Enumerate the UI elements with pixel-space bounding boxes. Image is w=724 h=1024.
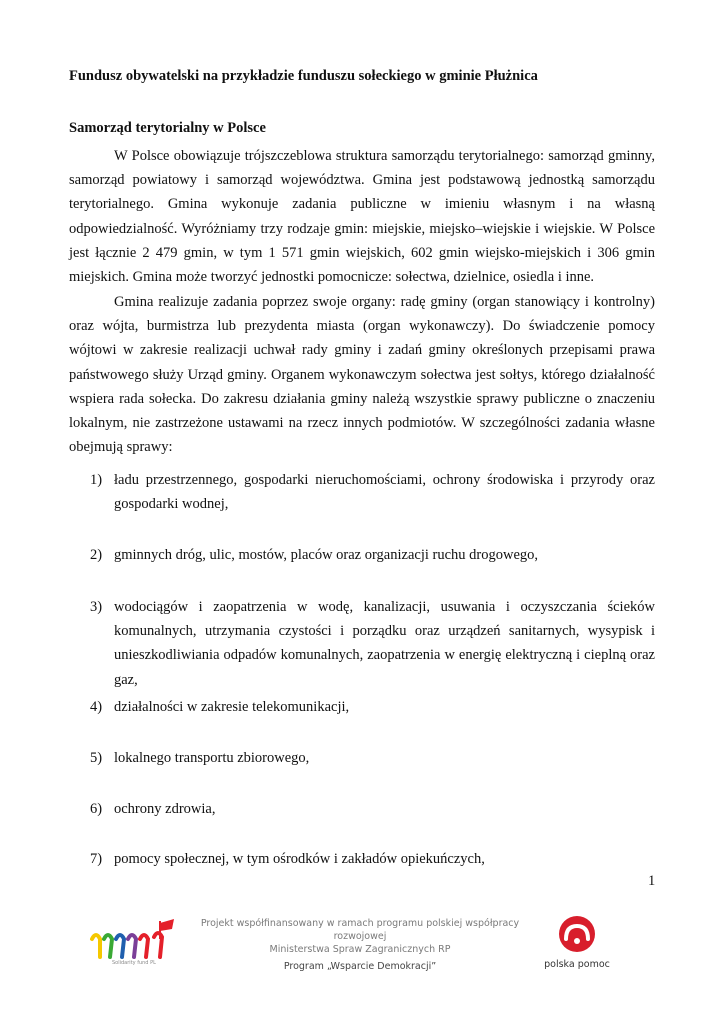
list-item-text: wodociągów i zaopatrzenia w wodę, kanalizacji, usuwania i oczyszczania ścieków komunalnych, utrzymania czystości i porządku oraz urządzeń sanitarnych, wysypisk i unieszkodliwiania odpadów komunalnych, zaopatrzenia w energię elektryczną i cieplną oraz gaz,: [114, 599, 655, 688]
list-item-text: pomocy społecznej, w tym ośrodków i zakładów opiekuńczych,: [114, 851, 485, 867]
list-item-text: gminnych dróg, ulic, mostów, placów oraz organizacji ruchu drogowego,: [114, 547, 539, 563]
document-title: Fundusz obywatelski na przykładzie funduszu sołeckiego w gminie Płużnica: [69, 68, 538, 84]
funding-line-2: Ministerstwa Spraw Zagranicznych RP: [269, 944, 451, 955]
list-item: [69, 695, 655, 719]
polska-pomoc-logo: [543, 915, 611, 970]
funding-statement: [200, 917, 520, 973]
program-name: Program „Wsparcie Demokracji”: [283, 961, 437, 972]
list-item-text: lokalnego transportu zbiorowego,: [114, 750, 310, 766]
list-item: [69, 595, 655, 692]
list-item-text: działalności w zakresie telekomunikacji,: [114, 699, 350, 715]
list-item: [69, 797, 655, 821]
list-item: [69, 468, 655, 516]
list-item-number: 5): [90, 750, 103, 766]
paragraph-2: Gmina realizuje zadania poprzez swoje organy: radę gminy (organ stanowiący i kontrolny) oraz wójta, burmistrza lub prezydenta miasta (organ wykonawczy). Do świadczenie pomocy wójtowi w zakresie realizacji uchwał rady gminy i zadań gminy określonych przepisami prawa państwowego służy Urząd gminy. Organem wykonawczym sołectwa jest sołtys, którego działalność wspiera rada sołecka. Do zakresu działania gminy należą wszystkie sprawy publiczne o znaczeniu lokalnym, nie zastrzeżone ustawami na rzecz innych podmiotów. W szczególności zadania własne obejmują sprawy:: [69, 294, 655, 456]
page-number: 1: [648, 873, 656, 889]
section-heading: Samorząd terytorialny w Polsce: [69, 120, 266, 136]
list-item-number: 3): [90, 599, 103, 615]
list-item: [69, 543, 655, 567]
footer: [0, 905, 724, 1024]
solidarity-fund-caption: Solidarity fund PL: [112, 960, 156, 966]
list-item-number: 6): [90, 801, 103, 817]
list-item-number: 2): [90, 547, 103, 563]
list-item-text: ładu przestrzennego, gospodarki nieruchomościami, ochrony środowiska i przyrody oraz gospodarki wodnej,: [114, 472, 655, 513]
list-item: [69, 847, 655, 871]
polska-pomoc-caption: polska pomoc: [544, 959, 610, 970]
list-item-number: 7): [90, 851, 103, 867]
colorful-stripes-logo-icon: [88, 917, 178, 965]
list-item-text: ochrony zdrowia,: [114, 801, 216, 817]
list-item-number: 1): [90, 472, 103, 488]
paragraph-1: W Polsce obowiązuje trójszczeblowa struktura samorządu terytorialnego: samorząd gminny, samorząd powiatowy i samorząd województwa. Gmina jest podstawową jednostką samorządu terytorialnego. Gmina wykonuje zadania publiczne w imieniu własnym i na własną odpowiedzialność. Wyróżniamy trzy rodzaje gmin: miejskie, miejsko–wiejskie i wiejskie. W Polsce jest łącznie 2 479 gmin, w tym 1 571 gmin wiejskich, 602 gmin wiejsko-miejskich i 306 gmin miejskich. Gmina może tworzyć jednostki pomocnicze: sołectwa, dzielnice, osiedla i inne.: [69, 148, 655, 286]
list-item: [69, 746, 655, 770]
funding-line-1: Projekt współfinansowany w ramach programu polskiej współpracy rozwojowej: [200, 918, 520, 942]
polska-pomoc-emblem-icon: [557, 915, 597, 953]
list-item-number: 4): [90, 699, 103, 715]
